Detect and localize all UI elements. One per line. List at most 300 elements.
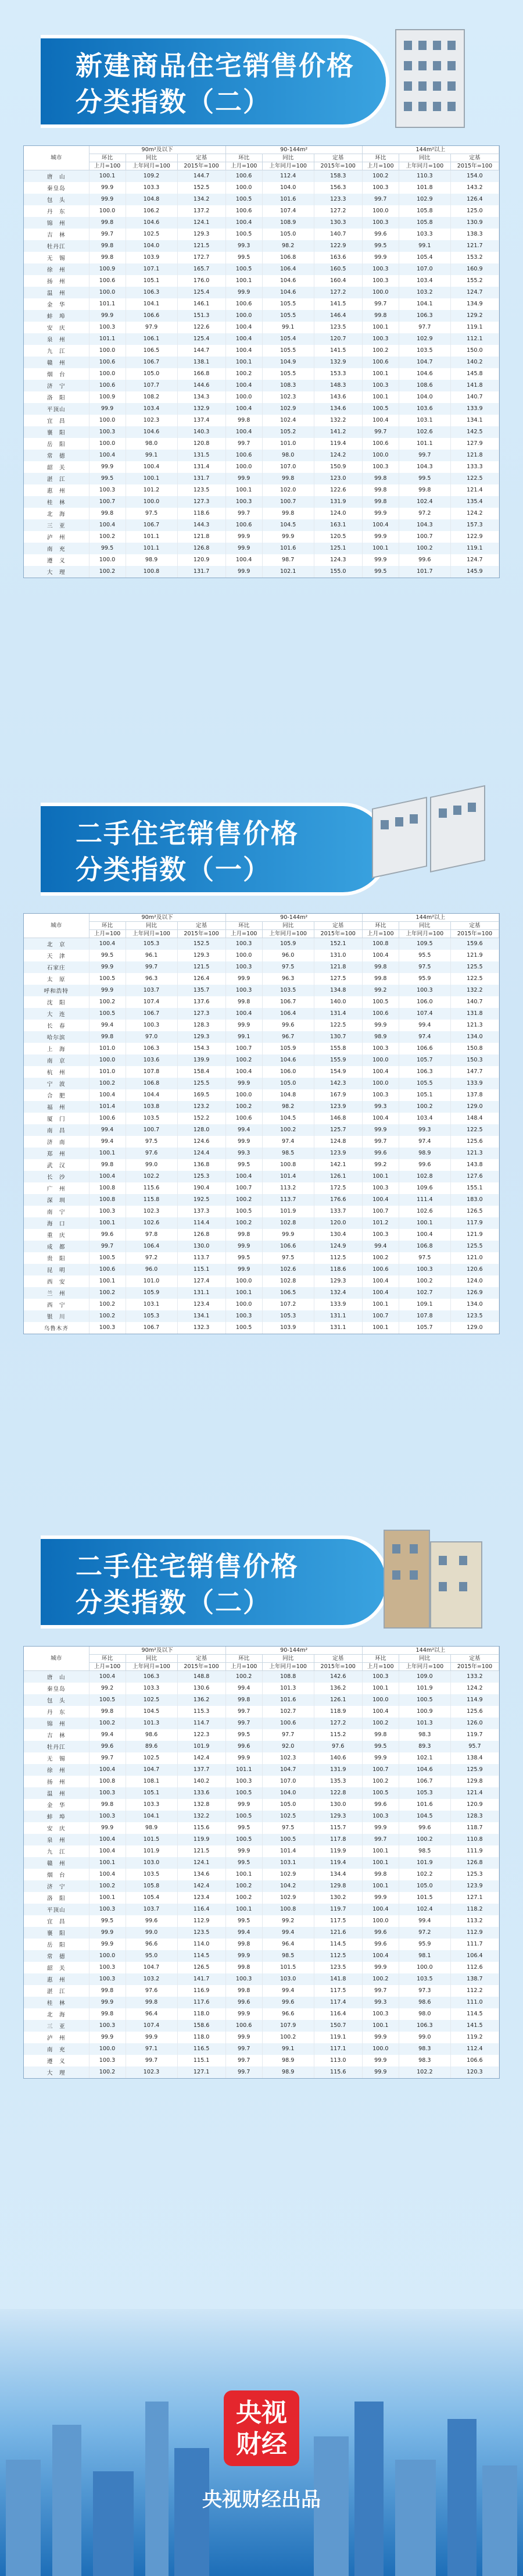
value-cell: 124.2 — [314, 450, 362, 461]
value-cell: 100.3 — [362, 182, 399, 194]
value-cell: 99.9 — [225, 287, 262, 298]
value-cell: 106.6 — [450, 2055, 499, 2066]
value-cell: 100.6 — [362, 1008, 399, 1020]
header-sub: 2015年=100 — [314, 930, 362, 938]
value-cell: 123.3 — [314, 194, 362, 205]
building-illustration — [372, 1518, 488, 1629]
value-cell: 99.4 — [262, 1927, 314, 1939]
value-cell: 99.6 — [362, 1939, 399, 1950]
value-cell: 146.1 — [177, 298, 225, 310]
value-cell: 100.3 — [225, 496, 262, 508]
value-cell: 126.1 — [314, 1694, 362, 1706]
value-cell: 102.3 — [262, 1752, 314, 1764]
value-cell: 127.2 — [314, 205, 362, 217]
header-col: 环比 — [89, 1655, 126, 1663]
value-cell: 98.0 — [262, 450, 314, 461]
header-group: 90m²及以下 — [89, 914, 225, 922]
value-cell: 100.3 — [362, 275, 399, 287]
city-cell: 泸 州 — [24, 2032, 89, 2043]
table-row — [24, 438, 499, 450]
value-cell: 134.0 — [450, 1299, 499, 1310]
value-cell: 132.9 — [177, 403, 225, 415]
value-cell: 103.1 — [399, 415, 450, 426]
city-cell: 金 华 — [24, 1799, 89, 1811]
table-row — [24, 1706, 499, 1718]
table-row — [24, 1694, 499, 1706]
value-cell: 100.0 — [362, 287, 399, 298]
value-cell: 99.8 — [262, 473, 314, 484]
value-cell: 96.3 — [262, 973, 314, 985]
value-cell: 101.1 — [225, 1764, 262, 1776]
table-row — [24, 1194, 499, 1206]
value-cell: 99.4 — [225, 1683, 262, 1694]
value-cell: 104.2 — [262, 1880, 314, 1892]
header-group: 90m²及以下 — [89, 146, 225, 154]
value-cell: 116.4 — [177, 1904, 225, 1915]
value-cell: 120.9 — [177, 554, 225, 566]
table-row — [24, 1985, 499, 1997]
header-col: 环比 — [362, 1655, 399, 1663]
value-cell: 105.9 — [262, 1043, 314, 1054]
value-cell: 100.2 — [89, 996, 126, 1008]
value-cell: 100.5 — [362, 1787, 399, 1799]
value-cell: 125.3 — [177, 1171, 225, 1182]
value-cell: 133.3 — [450, 461, 499, 473]
value-cell: 106.7 — [262, 996, 314, 1008]
value-cell: 104.1 — [126, 298, 177, 310]
value-cell: 99.5 — [89, 473, 126, 484]
table-row — [24, 322, 499, 333]
value-cell: 102.7 — [399, 1287, 450, 1299]
value-cell: 103.2 — [126, 1973, 177, 1985]
value-cell: 146.4 — [314, 310, 362, 322]
value-cell: 100.4 — [89, 1171, 126, 1182]
city-cell: 湛 江 — [24, 1985, 89, 1997]
value-cell: 99.9 — [225, 1752, 262, 1764]
value-cell: 104.7 — [262, 1764, 314, 1776]
value-cell: 158.4 — [177, 1066, 225, 1078]
value-cell: 105.3 — [399, 1787, 450, 1799]
value-cell: 103.7 — [126, 1904, 177, 1915]
table-row — [24, 1764, 499, 1776]
city-cell: 兰 州 — [24, 1287, 89, 1299]
value-cell: 120.3 — [450, 2066, 499, 2078]
value-cell: 134.6 — [177, 1869, 225, 1880]
value-cell: 100.9 — [399, 1706, 450, 1718]
value-cell: 99.4 — [399, 1915, 450, 1927]
table-row — [24, 1113, 499, 1124]
value-cell: 125.7 — [314, 1124, 362, 1136]
value-cell: 153.2 — [450, 252, 499, 263]
value-cell: 119.7 — [314, 1904, 362, 1915]
building-illustration — [372, 17, 488, 128]
value-cell: 132.8 — [177, 1799, 225, 1811]
value-cell: 100.4 — [362, 415, 399, 426]
value-cell: 124.7 — [450, 554, 499, 566]
city-cell: 天 津 — [24, 950, 89, 961]
value-cell: 99.9 — [89, 182, 126, 194]
value-cell: 98.9 — [262, 2066, 314, 2078]
value-cell: 100.1 — [362, 322, 399, 333]
value-cell: 101.6 — [262, 543, 314, 554]
table-row — [24, 543, 499, 554]
value-cell: 141.5 — [314, 345, 362, 357]
value-cell: 129.3 — [177, 1031, 225, 1043]
value-cell: 138.1 — [177, 357, 225, 368]
table-row — [24, 950, 499, 961]
value-cell: 111.7 — [450, 1939, 499, 1950]
value-cell: 100.0 — [362, 1915, 399, 1927]
value-cell: 120.9 — [450, 1799, 499, 1811]
table-row — [24, 182, 499, 194]
header-group: 144m²以上 — [362, 1647, 499, 1655]
value-cell: 100.1 — [362, 2020, 399, 2032]
value-cell: 130.6 — [177, 1683, 225, 1694]
value-cell: 133.9 — [314, 1299, 362, 1310]
value-cell: 99.7 — [126, 2055, 177, 2066]
value-cell: 143.2 — [450, 182, 499, 194]
value-cell: 99.9 — [362, 554, 399, 566]
value-cell: 100.6 — [225, 205, 262, 217]
value-cell: 101.9 — [126, 1845, 177, 1857]
value-cell: 100.2 — [399, 1101, 450, 1113]
value-cell: 99.7 — [225, 1706, 262, 1718]
value-cell: 144.7 — [177, 345, 225, 357]
value-cell: 105.0 — [399, 1880, 450, 1892]
value-cell: 99.9 — [262, 1229, 314, 1241]
value-cell: 105.2 — [262, 426, 314, 438]
header-group: 144m²以上 — [362, 146, 499, 154]
value-cell: 101.4 — [262, 1171, 314, 1182]
header-col: 定基 — [450, 922, 499, 930]
value-cell: 97.5 — [126, 1136, 177, 1148]
value-cell: 112.4 — [262, 170, 314, 182]
value-cell: 100.3 — [399, 985, 450, 996]
table-row — [24, 461, 499, 473]
value-cell: 155.1 — [450, 1182, 499, 1194]
value-cell: 100.7 — [362, 1310, 399, 1322]
value-cell: 100.1 — [89, 170, 126, 182]
value-cell: 99.4 — [89, 1020, 126, 1031]
value-cell: 99.7 — [225, 508, 262, 519]
value-cell: 100.3 — [225, 938, 262, 950]
city-cell: 昆 明 — [24, 1264, 89, 1275]
value-cell: 96.0 — [262, 950, 314, 961]
value-cell: 97.5 — [126, 508, 177, 519]
city-cell: 扬 州 — [24, 275, 89, 287]
value-cell: 100.6 — [362, 357, 399, 368]
value-cell: 99.9 — [89, 461, 126, 473]
value-cell: 152.5 — [177, 182, 225, 194]
header-sub: 上月=100 — [225, 930, 262, 938]
value-cell: 100.3 — [362, 2008, 399, 2020]
value-cell: 119.2 — [450, 2032, 499, 2043]
value-cell: 100.0 — [89, 554, 126, 566]
value-cell: 105.7 — [399, 1322, 450, 1334]
value-cell: 100.4 — [225, 1066, 262, 1078]
value-cell: 99.4 — [262, 1985, 314, 1997]
table-row — [24, 1206, 499, 1217]
value-cell: 99.3 — [362, 1997, 399, 2008]
value-cell: 124.2 — [450, 508, 499, 519]
city-cell: 安 庆 — [24, 322, 89, 333]
value-cell: 99.9 — [362, 1124, 399, 1136]
value-cell: 100.5 — [89, 1252, 126, 1264]
value-cell: 129.0 — [450, 1101, 499, 1113]
value-cell: 98.6 — [399, 1997, 450, 2008]
value-cell: 121.4 — [450, 1787, 499, 1799]
value-cell: 99.1 — [262, 322, 314, 333]
value-cell: 106.3 — [399, 310, 450, 322]
value-cell: 99.5 — [362, 566, 399, 578]
value-cell: 100.4 — [362, 1275, 399, 1287]
value-cell: 125.5 — [177, 1078, 225, 1089]
value-cell: 140.6 — [314, 1752, 362, 1764]
value-cell: 103.6 — [399, 403, 450, 415]
value-cell: 100.3 — [89, 1206, 126, 1217]
value-cell: 100.4 — [225, 380, 262, 391]
value-cell: 125.4 — [177, 287, 225, 298]
value-cell: 100.2 — [89, 1310, 126, 1322]
value-cell: 105.7 — [399, 1054, 450, 1066]
value-cell: 122.5 — [314, 1020, 362, 1031]
table-row — [24, 2066, 499, 2078]
value-cell: 100.4 — [89, 1764, 126, 1776]
value-cell: 105.5 — [262, 368, 314, 380]
value-cell: 130.4 — [314, 1229, 362, 1241]
table-row — [24, 1950, 499, 1962]
city-cell: 大 理 — [24, 2066, 89, 2078]
value-cell: 104.5 — [399, 1811, 450, 1822]
value-cell: 100.3 — [362, 380, 399, 391]
value-cell: 100.3 — [362, 1182, 399, 1194]
value-cell: 100.2 — [362, 170, 399, 182]
value-cell: 99.9 — [126, 2032, 177, 2043]
value-cell: 103.4 — [399, 275, 450, 287]
value-cell: 134.3 — [177, 391, 225, 403]
value-cell: 101.1 — [126, 531, 177, 543]
value-cell: 100.3 — [89, 484, 126, 496]
value-cell: 99.2 — [362, 985, 399, 996]
header-sub: 2015年=100 — [450, 930, 499, 938]
value-cell: 132.3 — [177, 1322, 225, 1334]
value-cell: 106.6 — [126, 310, 177, 322]
value-cell: 100.1 — [225, 1869, 262, 1880]
value-cell: 117.4 — [314, 1997, 362, 2008]
value-cell: 100.1 — [362, 1322, 399, 1334]
value-cell: 99.6 — [225, 1741, 262, 1752]
value-cell: 98.2 — [262, 1101, 314, 1113]
table-row — [24, 205, 499, 217]
table — [24, 1647, 499, 2078]
table — [24, 146, 499, 578]
value-cell: 100.0 — [225, 950, 262, 961]
value-cell: 120.6 — [450, 1264, 499, 1275]
city-cell: 长 沙 — [24, 1171, 89, 1182]
value-cell: 97.1 — [126, 2043, 177, 2055]
value-cell: 107.8 — [126, 1066, 177, 1078]
value-cell: 99.9 — [89, 985, 126, 996]
city-cell: 西 宁 — [24, 1299, 89, 1310]
value-cell: 105.8 — [126, 1880, 177, 1892]
value-cell: 117.5 — [314, 1915, 362, 1927]
value-cell: 106.4 — [450, 1950, 499, 1962]
value-cell: 141.8 — [450, 380, 499, 391]
value-cell: 100.6 — [225, 170, 262, 182]
value-cell: 100.5 — [225, 1206, 262, 1217]
value-cell: 100.4 — [225, 1008, 262, 1020]
city-cell: 丹 东 — [24, 1706, 89, 1718]
header-col: 环比 — [89, 154, 126, 162]
value-cell: 129.8 — [314, 1880, 362, 1892]
value-cell: 100.2 — [89, 531, 126, 543]
value-cell: 100.1 — [89, 1148, 126, 1159]
table-row — [24, 1718, 499, 1729]
value-cell: 104.8 — [262, 1089, 314, 1101]
value-cell: 101.3 — [126, 1718, 177, 1729]
city-cell: 泉 州 — [24, 1834, 89, 1845]
value-cell: 100.6 — [89, 1113, 126, 1124]
value-cell: 106.1 — [126, 333, 177, 345]
city-cell: 锦 州 — [24, 217, 89, 229]
table-row — [24, 287, 499, 298]
header-sub: 上年同月=100 — [399, 162, 450, 170]
table-row — [24, 1171, 499, 1182]
city-cell: 桂 林 — [24, 1997, 89, 2008]
city-cell: 南 宁 — [24, 1206, 89, 1217]
value-cell: 100.8 — [126, 566, 177, 578]
logo-text: 央视 — [236, 2398, 287, 2428]
value-cell: 105.9 — [126, 1287, 177, 1299]
table-row — [24, 2043, 499, 2055]
value-cell: 99.7 — [89, 1241, 126, 1252]
value-cell: 110.3 — [399, 170, 450, 182]
value-cell: 100.3 — [89, 1322, 126, 1334]
value-cell: 103.1 — [126, 1299, 177, 1310]
value-cell: 105.3 — [126, 1310, 177, 1322]
value-cell: 136.2 — [177, 1694, 225, 1706]
header-col: 环比 — [225, 922, 262, 930]
value-cell: 101.7 — [399, 566, 450, 578]
value-cell: 107.4 — [262, 205, 314, 217]
value-cell: 100.4 — [225, 322, 262, 333]
value-cell: 101.5 — [262, 1962, 314, 1973]
value-cell: 100.1 — [362, 1683, 399, 1694]
value-cell: 104.9 — [262, 357, 314, 368]
value-cell: 97.5 — [262, 961, 314, 973]
value-cell: 142.3 — [314, 1078, 362, 1089]
value-cell: 99.9 — [362, 1892, 399, 1904]
value-cell: 137.2 — [177, 205, 225, 217]
value-cell: 99.8 — [225, 1694, 262, 1706]
city-cell: 牡丹江 — [24, 1741, 89, 1752]
value-cell: 100.0 — [225, 1299, 262, 1310]
value-cell: 169.5 — [177, 1089, 225, 1101]
city-cell: 桂 林 — [24, 496, 89, 508]
table-row — [24, 1845, 499, 1857]
value-cell: 99.6 — [399, 554, 450, 566]
value-cell: 99.8 — [89, 1985, 126, 1997]
value-cell: 158.3 — [314, 170, 362, 182]
value-cell: 122.5 — [450, 473, 499, 484]
value-cell: 99.9 — [225, 2008, 262, 2020]
value-cell: 100.4 — [89, 1089, 126, 1101]
header-col: 环比 — [225, 1655, 262, 1663]
table-row — [24, 1811, 499, 1822]
value-cell: 100.6 — [225, 1113, 262, 1124]
table-row — [24, 519, 499, 531]
table-row — [24, 1241, 499, 1252]
value-cell: 97.4 — [262, 1136, 314, 1148]
value-cell: 98.9 — [362, 1031, 399, 1043]
value-cell: 99.2 — [89, 1683, 126, 1694]
value-cell: 115.1 — [177, 2055, 225, 2066]
value-cell: 100.1 — [126, 473, 177, 484]
value-cell: 100.3 — [362, 461, 399, 473]
value-cell: 98.5 — [262, 1950, 314, 1962]
value-cell: 102.8 — [262, 1217, 314, 1229]
value-cell: 102.6 — [126, 1217, 177, 1229]
value-cell: 150.3 — [450, 1054, 499, 1066]
value-cell: 99.5 — [225, 1857, 262, 1869]
value-cell: 100.4 — [362, 1950, 399, 1962]
header-sub: 2015年=100 — [314, 162, 362, 170]
value-cell: 103.5 — [399, 345, 450, 357]
value-cell: 103.3 — [126, 1683, 177, 1694]
value-cell: 131.5 — [177, 450, 225, 461]
header-sub: 2015年=100 — [177, 930, 225, 938]
table-row — [24, 973, 499, 985]
city-cell: 北 海 — [24, 2008, 89, 2020]
value-cell: 100.3 — [126, 1020, 177, 1031]
value-cell: 135.7 — [177, 985, 225, 996]
value-cell: 130.2 — [314, 1892, 362, 1904]
value-cell: 99.6 — [89, 1741, 126, 1752]
value-cell: 99.5 — [89, 950, 126, 961]
table-row — [24, 1089, 499, 1101]
table-row — [24, 1101, 499, 1113]
value-cell: 103.9 — [262, 1322, 314, 1334]
value-cell: 100.2 — [225, 1892, 262, 1904]
city-cell: 秦皇岛 — [24, 182, 89, 194]
value-cell: 123.5 — [177, 1927, 225, 1939]
value-cell: 129.8 — [450, 1776, 499, 1787]
value-cell: 123.0 — [314, 473, 362, 484]
banner-section2 — [0, 779, 523, 896]
value-cell: 105.4 — [399, 252, 450, 263]
city-cell: 武 汉 — [24, 1159, 89, 1171]
value-cell: 100.8 — [89, 1776, 126, 1787]
value-cell: 117.6 — [177, 1997, 225, 2008]
value-cell: 104.1 — [126, 1811, 177, 1822]
value-cell: 95.7 — [450, 1741, 499, 1752]
value-cell: 102.5 — [126, 229, 177, 240]
value-cell: 127.1 — [450, 1892, 499, 1904]
value-cell: 102.9 — [262, 1869, 314, 1880]
value-cell: 100.5 — [399, 1694, 450, 1706]
value-cell: 118.2 — [450, 1904, 499, 1915]
value-cell: 100.3 — [362, 1229, 399, 1241]
value-cell: 99.9 — [225, 1020, 262, 1031]
value-cell: 99.9 — [89, 1822, 126, 1834]
value-cell: 131.1 — [314, 1322, 362, 1334]
value-cell: 130.7 — [314, 1031, 362, 1043]
value-cell: 121.8 — [450, 450, 499, 461]
table-row — [24, 2055, 499, 2066]
value-cell: 131.1 — [314, 1310, 362, 1322]
value-cell: 115.1 — [177, 1264, 225, 1275]
value-cell: 98.5 — [399, 1845, 450, 1857]
